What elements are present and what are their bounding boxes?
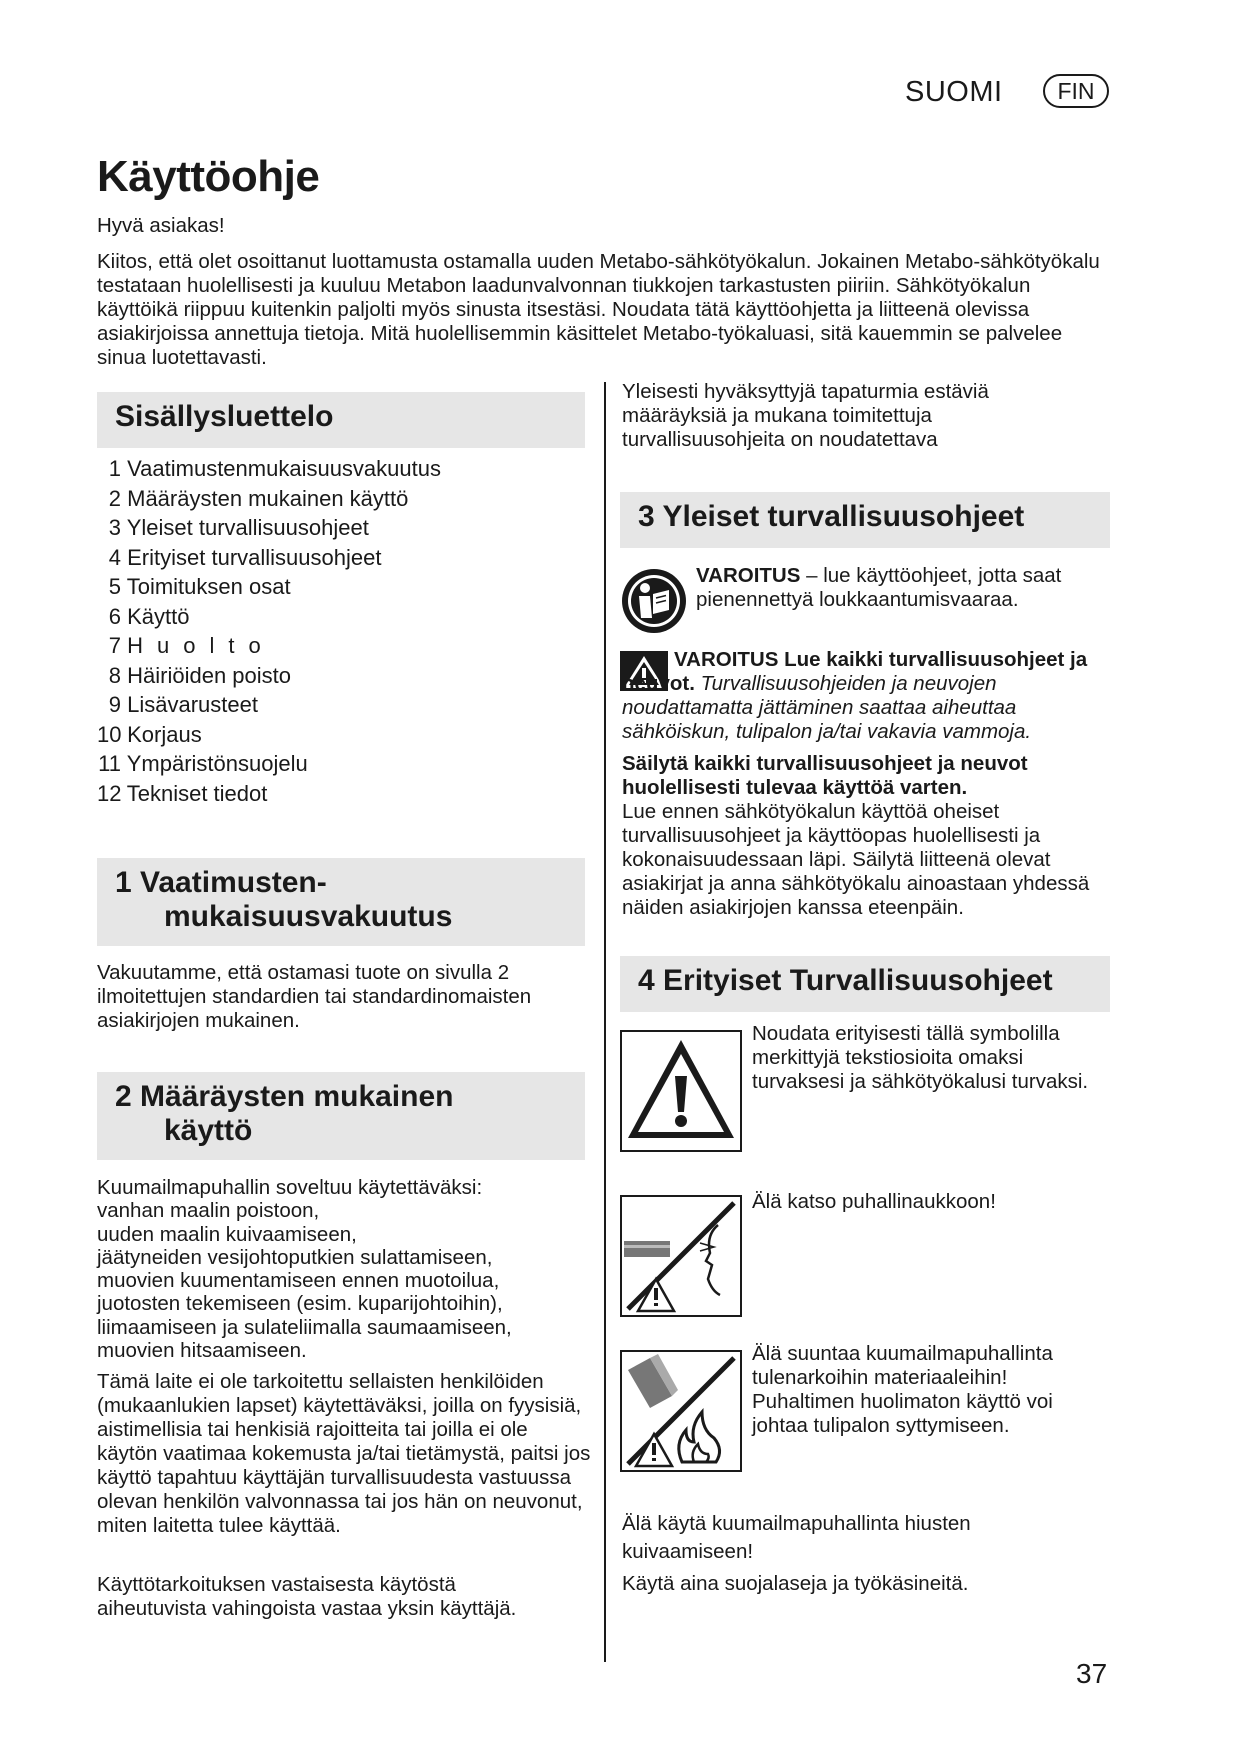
section1-heading-line2: mukaisuusvakuutus (164, 900, 453, 933)
no-flammable-materials-icon (620, 1350, 742, 1472)
usage-line: muovien hitsaamiseen. (97, 1339, 307, 1363)
no-point-text-2: Puhaltimen huolimaton käyttö voi johtaa tulipalon syttymiseen. (752, 1390, 1053, 1437)
greeting: Hyvä asiakas! (97, 214, 225, 237)
section1-heading-line1: 1 Vaatimusten- (115, 866, 327, 899)
keep-instructions-heading: Säilytä kaikki turvallisuusohjeet ja neuvot huolellisesti tulevaa käyttöä varten. (622, 752, 1028, 799)
no-look-into-nozzle-icon (620, 1195, 742, 1317)
usage-line: liimaamiseen ja sulateliimalla saumaamiseen, (97, 1315, 512, 1339)
section4-heading: 4 Erityiset Turvallisuusohjeet (638, 964, 1053, 997)
no-look-text: Älä katso puhallinaukkoon! (752, 1190, 996, 1213)
country-code-badge: FIN (1043, 74, 1109, 108)
symbol-note: Noudata erityisesti tällä symbolilla merkittyjä tekstiosioita omaksi turvaksesi ja sähkötyökalusi turvaksi. (752, 1022, 1089, 1093)
section1-text: Vakuutamme, että ostamasi tuote on sivulla 2 ilmoitettujen standardien tai standardinomaisten asiakirjojen mukainen. (97, 961, 532, 1032)
keep-instructions-text: Lue ennen sähkötyökalun käyttöä oheiset turvallisuusohjeet ja käyttöopas huolellisesti ja kokonaisuudessaan läpi. Säilytä liitteenä olevat asiakirjat ja anna sähkötyökalu ainoastaan yhdessä näiden asiakirjojen kanssa eteenpäin. (622, 800, 1090, 919)
no-hair-text: Älä käytä kuumailmapuhallinta hiusten kuivaamiseen! (622, 1512, 971, 1563)
usage-line: juotosten tekemiseen (esim. kuparijohtoihin), (97, 1292, 503, 1316)
warning2-label: VAROITUS Lue kaikki turvallisuusohjeet ja neuvot. (622, 648, 1088, 695)
read-manual-icon (619, 566, 689, 636)
toc-item[interactable]: 7 Huolto (108, 633, 275, 658)
section2-heading-line1: 2 Määräysten mukainen (115, 1080, 454, 1113)
toc-item[interactable]: 1 Vaatimustenmukaisuusvakuutus (108, 456, 441, 481)
section2-heading-line2: käyttö (164, 1114, 253, 1147)
section3-heading-box (620, 492, 1110, 548)
toc-heading-box (97, 392, 585, 448)
usage-line: vanhan maalin poistoon, (97, 1199, 320, 1223)
toc-item[interactable]: 4 Erityiset turvallisuusohjeet (108, 544, 382, 570)
usage-line: uuden maalin kuivaamiseen, (97, 1222, 357, 1246)
toc-item[interactable]: 11 Ympäristönsuojelu (98, 751, 308, 776)
warning-read-manual (696, 564, 1116, 612)
warning1-text: – lue käyttöohjeet, jotta saat pienennettyä loukkaantumisvaaraa. (696, 564, 1062, 611)
toc-item[interactable]: 10 Korjaus (97, 721, 202, 747)
section2-usage-list (97, 1176, 587, 1362)
warning2-text: Turvallisuusohjeiden ja neuvojen noudattamatta jättäminen saattaa aiheuttaa sähköiskun, tulipalon ja/tai vakavia vammoja. (622, 672, 1032, 743)
toc-item[interactable]: 8 Häiriöiden poisto (108, 662, 291, 688)
section3-heading: 3 Yleiset turvallisuusohjeet (638, 500, 1025, 533)
intro-paragraph: Kiitos, että olet osoittanut luottamusta ostamalla uuden Metabo-sähkötyökalun. Jokainen Metabo-sähkötyökalu testataan huolellisesti ja kuuluu Metabon laadunvalvonnan tiukkojen tarkastusten piiriin. Sähkötyökalun käyttöikä riippuu kuitenkin paljolti myös sinusta itsestäsi. Noudata tätä käyttöohjetta ja liitteenä olevissa asiakirjoissa annettuja tietoja. Mitä huolellisemmin käsittelet Metabo-työkaluasi, sitä kauemmin se palvelee sinua luotettavasti. (97, 250, 1100, 369)
warning1-label: VAROITUS (696, 564, 801, 587)
table-of-contents (97, 454, 517, 808)
toc-item[interactable]: 5 Toimituksen osat (108, 574, 291, 599)
page-title: Käyttöohje (97, 152, 320, 201)
toc-item[interactable]: 6 Käyttö (108, 603, 190, 629)
toc-item[interactable]: 9 Lisävarusteet (108, 692, 258, 717)
no-point-flammable (752, 1342, 1112, 1438)
usage-line: muovien kuumentamiseen ennen muotoilua, (97, 1269, 500, 1293)
keep-instructions (622, 752, 1112, 920)
warning-read-all (622, 648, 1112, 744)
usage-line: jäätyneiden vesijohtoputkien sulattamiseen, (97, 1245, 493, 1269)
section2-heading-box (97, 1072, 585, 1160)
toc-item[interactable]: 2 Määräysten mukainen käyttö (108, 485, 409, 511)
section2-paragraph2: Tämä laite ei ole tarkoitettu sellaisten henkilöiden (mukaanlukien lapset) käytettäväksi, joilla on fyysisiä, aistimellisia tai henkisiä rajoitteita tai joilla ei ole käytön vaatimaa kokemusta ja/tai tietämystä, paitsi jos käyttö tapahtuu käyttäjän turvallisuudesta vastuussa olevan henkilön valvonnassa tai jos hän on neuvonut, miten laitetta tulee käyttää. (97, 1370, 591, 1537)
ppe-text: Käytä aina suojalaseja ja työkäsineitä. (622, 1572, 969, 1595)
section2-paragraph3: Käyttötarkoituksen vastaisesta käytöstä aiheutuvista vahingoista vastaa yksin käyttäjä. (97, 1573, 517, 1620)
toc-item[interactable]: 12 Tekniset tiedot (97, 780, 268, 806)
usage-line: Kuumailmapuhallin soveltuu käytettäväksi: (97, 1176, 483, 1199)
language-label: SUOMI (905, 76, 1003, 108)
page-number: 37 (1076, 1658, 1108, 1689)
column-divider (604, 382, 606, 1662)
right-intro: Yleisesti hyväksyttyjä tapaturmia estäviä määräyksiä ja mukana toimitettuja turvallisuusohjeita on noudatettava (622, 380, 989, 451)
general-warning-sign-icon (620, 1030, 742, 1152)
toc-heading: Sisällysluettelo (115, 400, 334, 433)
no-point-text-1: Älä suuntaa kuumailmapuhallinta tulenarkoihin materiaaleihin! (752, 1342, 1053, 1389)
section1-heading-box (97, 858, 585, 946)
section4-heading-box (620, 956, 1110, 1012)
toc-item[interactable]: 3 Yleiset turvallisuusohjeet (108, 515, 369, 540)
